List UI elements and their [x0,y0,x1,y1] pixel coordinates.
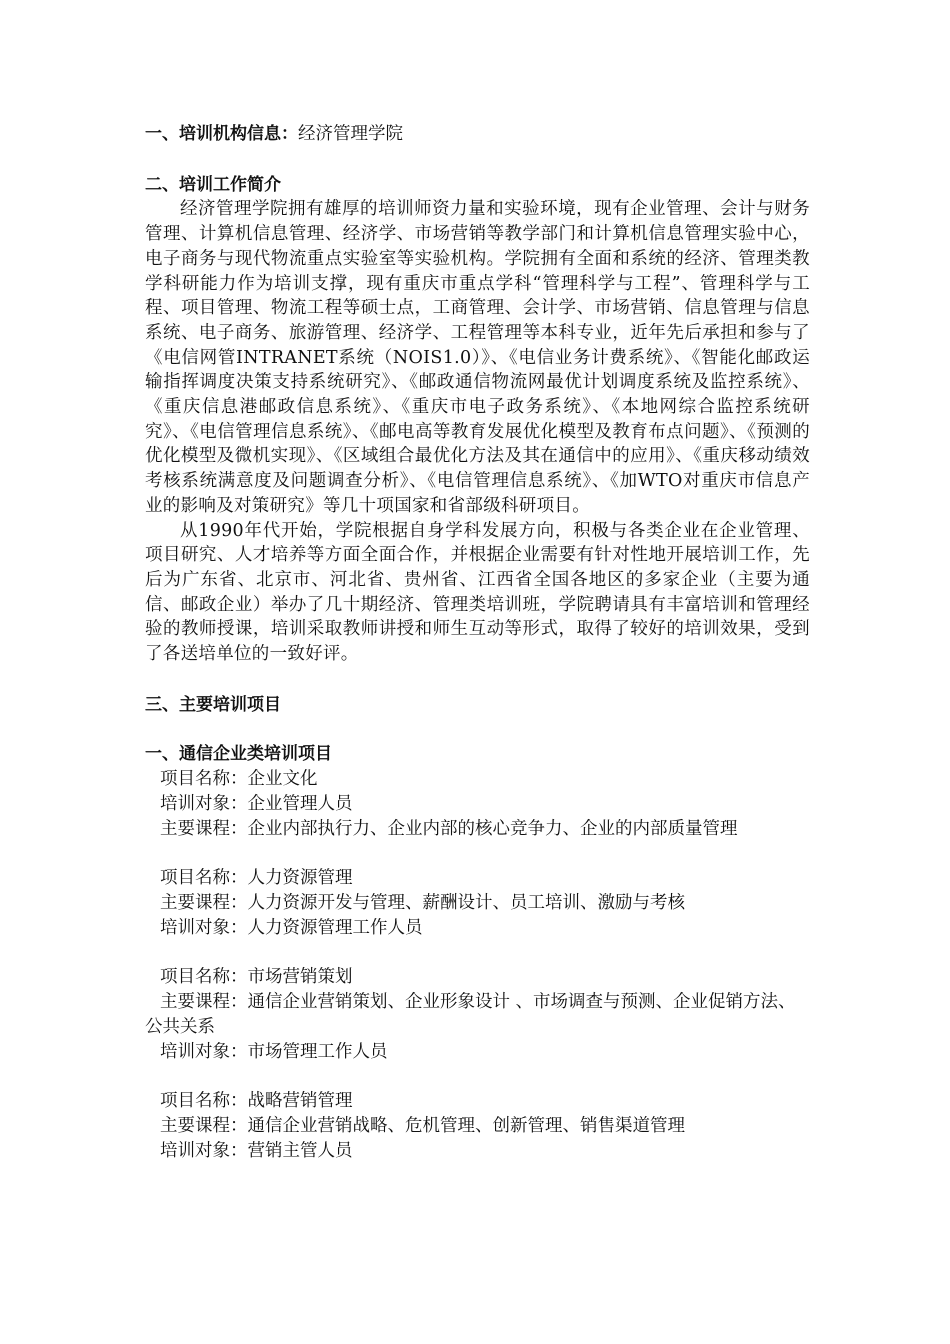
section1-heading: 一、培训机构信息： [145,124,298,144]
project-block [145,866,810,940]
section2-heading: 二、培训工作简介 [145,174,281,195]
project-line: 培训对象：营销主管人员 [160,1140,353,1161]
project-line: 主要课程：人力资源开发与管理、薪酬设计、员工培训、激励与考核 [160,892,685,913]
institution-name: 经济管理学院 [298,124,403,144]
project-line: 主要课程：企业内部执行力、企业内部的核心竞争力、企业的内部质量管理 [160,818,738,839]
project-line: 项目名称：企业文化 [160,769,318,790]
project-line: 培训对象：市场管理工作人员 [160,1041,388,1062]
project-block [145,965,810,1064]
project-line: 培训对象：人力资源管理工作人员 [160,917,423,938]
project-line: 培训对象：企业管理人员 [160,793,353,814]
project-line: 主要课程：通信企业营销策划、企业形象设计 、市场调查与预测、企业促销方法、公共关系 [145,992,796,1037]
intro-paragraph-1: 经济管理学院拥有雄厚的培训师资力量和实验环境，现有企业管理、会计与财务管理、计算机信息管理、经济学、市场营销等教学部门和计算机信息管理实验中心，电子商务与现代物流重点实验室等实验机构。学院拥有全面和系统的经济、管理类教学科研能力作为培训支撑，现有重庆市重点学科“管理科学与工程”、管理科学与工程、项目管理、物流工程等硕士点，工商管理、会计学、市场营销、信息管理与信息系统、电子商务、旅游管理、经济学、工程管理等本科专业，近年先后承担和参与了《电信网管INTRANET系统（NOIS1.0）》、《电信业务计费系统》、《智能化邮政运输指挥调度决策支持系统研究》、《邮政通信物流网最优计划调度系统及监控系统》、《重庆信息港邮政信息系统》、《重庆市电子政务系统》、《本地网综合监控系统研究》、《电信管理信息系统》、《邮电高等教育发展优化模型及教育布点问题》、《预测的优化模型及微机实现》、《区域组合最优化方法及其在通信中的应用》、《重庆移动绩效考核系统满意度及问题调查分析》、《电信管理信息系统》、《加WTO对重庆市信息产业的影响及对策研究》等几十项国家和省部级科研项目。 [145,199,810,516]
project-block [145,767,810,841]
project-line: 项目名称：人力资源管理 [160,868,353,889]
document-page [145,122,810,1188]
section3-heading: 三、主要培训项目 [145,694,281,715]
intro-paragraph-2: 从1990年代开始，学院根据自身学科发展方向，积极与各类企业在企业管理、项目研究、人才培养等方面全面合作，并根据企业需要有针对性地开展培训工作，先后为广东省、北京市、河北省、贵州省、江西省全国各地区的多家企业（主要为通信、邮政企业）举办了几十期经济、管理类培训班，学院聘请具有丰富培训和管理经验的教师授课，培训采取教师讲授和师生互动等形式，取得了较好的培训效果，受到了各送培单位的一致好评。 [145,520,810,665]
project-line: 项目名称：战略营销管理 [160,1091,353,1112]
project-line: 主要课程：通信企业营销战略、危机管理、创新管理、销售渠道管理 [160,1115,685,1136]
section3-subheading: 一、通信企业类培训项目 [145,744,332,765]
project-line: 项目名称：市场营销策划 [160,967,353,988]
project-block [145,1089,810,1163]
section1-heading-line [145,122,810,147]
